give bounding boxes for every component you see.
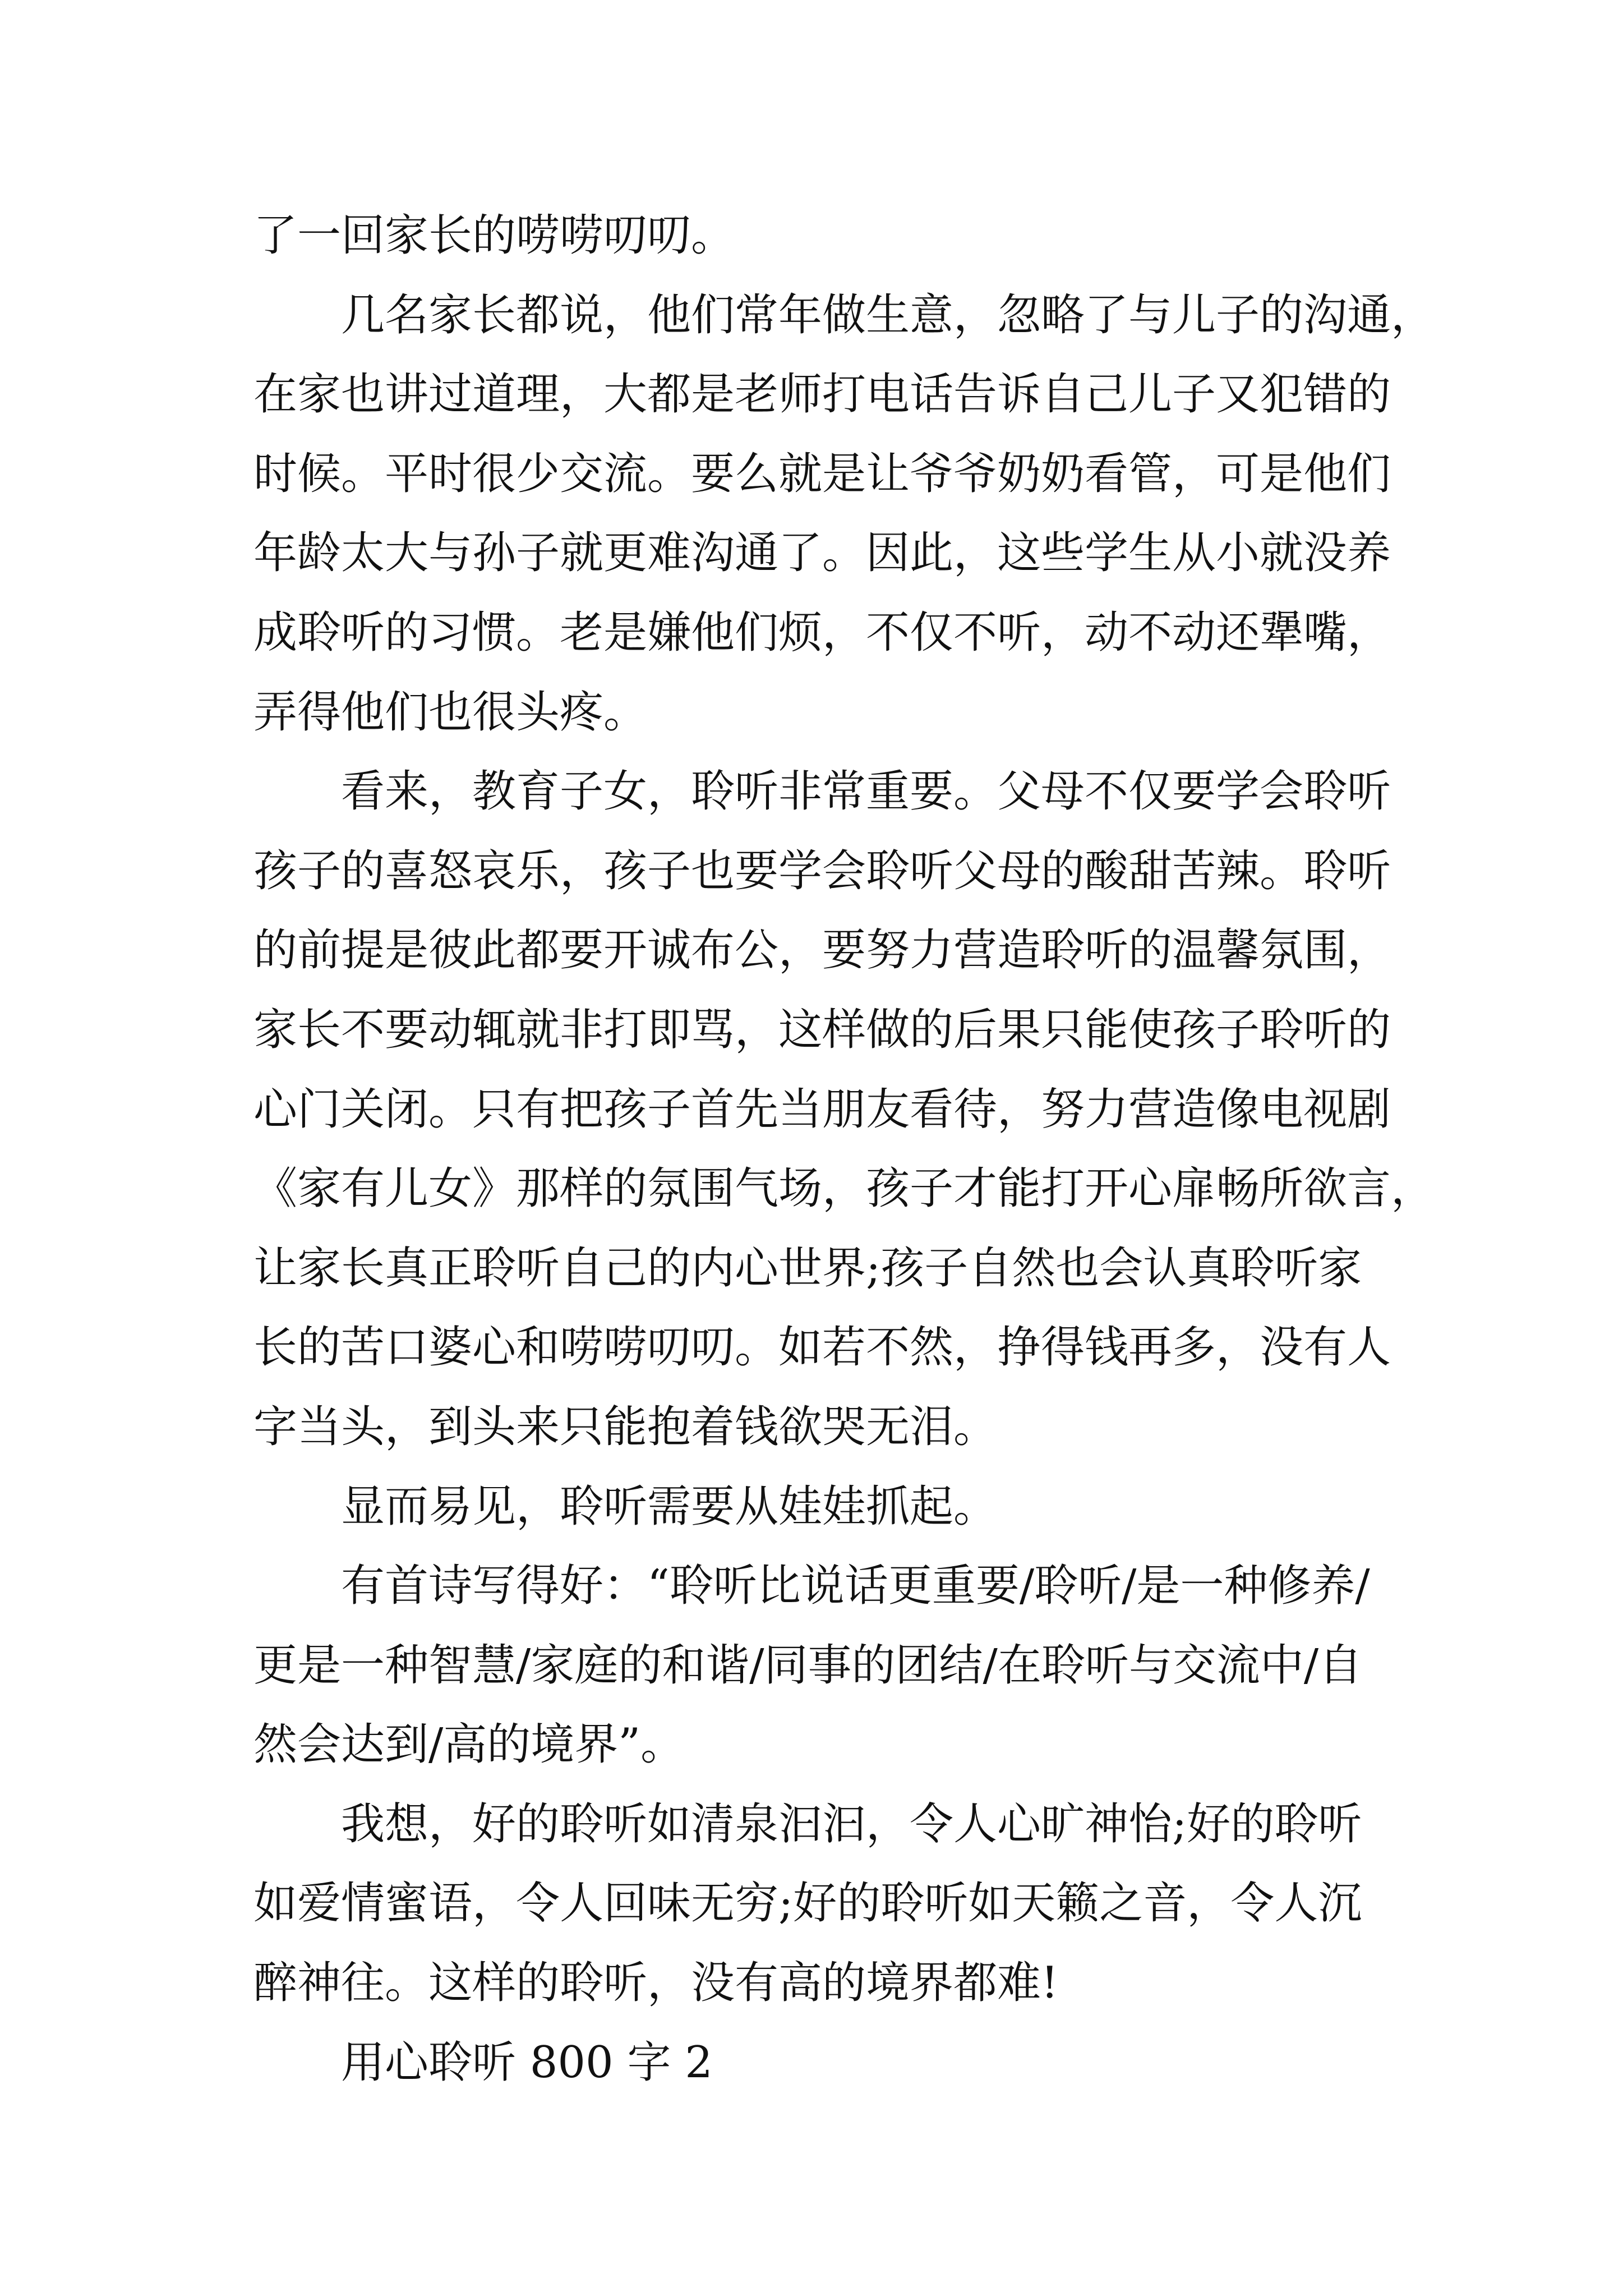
paragraph-line: 更是一种智慧/家庭的和谐/同事的团结/在聆听与交流中/自: [253, 1640, 1363, 1691]
paragraph-line: 年龄太大与孙子就更难沟通了。因此，这些学生从小就没养: [253, 528, 1391, 579]
paragraph-line: 心门关闭。只有把孩子首先当朋友看待，努力营造像电视剧: [253, 1084, 1391, 1135]
paragraph-line: 家长不要动辄就非打即骂，这样做的后果只能使孩子聆听的: [253, 1004, 1391, 1055]
paragraph-line: 时候。平时很少交流。要么就是让爷爷奶奶看管，可是他们: [253, 448, 1391, 499]
paragraph-line: 让家长真正聆听自己的内心世界;孩子自然也会认真聆听家: [253, 1243, 1362, 1294]
paragraph: [253, 276, 1455, 753]
section-heading: [253, 2023, 1455, 2103]
paragraph: [253, 1467, 1455, 1547]
paragraph-line: 然会达到/高的境界”。: [253, 1719, 685, 1770]
paragraph: [253, 1547, 1455, 1785]
section-heading-text: 用心聆听 800 字 2: [341, 2037, 713, 2088]
paragraph: [253, 1785, 1455, 2023]
paragraph-line: 弄得他们也很头疼。: [253, 687, 648, 738]
paragraph-line: 显而易见，聆听需要从娃娃抓起。: [341, 1481, 998, 1532]
paragraph-line: 如爱情蜜语，令人回味无穷;好的聆听如天籁之音，令人沉: [253, 1878, 1362, 1929]
paragraph-line: 《家有儿女》那样的氛围气场，孩子才能打开心扉畅所欲言，: [253, 1163, 1435, 1214]
paragraph-line: 我想，好的聆听如清泉汩汩，令人心旷神怡;好的聆听: [341, 1798, 1362, 1849]
paragraph-line: 有首诗写得好：“聆听比说话更重要/聆听/是一种修养/: [341, 1561, 1370, 1612]
paragraph: [253, 752, 1455, 1467]
paragraph-line: 长的苦口婆心和唠唠叨叨。如若不然，挣得钱再多，没有人: [253, 1322, 1391, 1373]
paragraph-line: 了一回家长的唠唠叨叨。: [253, 210, 735, 261]
paragraph-line: 孩子的喜怒哀乐，孩子也要学会聆听父母的酸甜苦辣。聆听: [253, 845, 1391, 896]
paragraph-line: 看来，教育子女，聆听非常重要。父母不仅要学会聆听: [341, 766, 1391, 817]
paragraph-line: 字当头，到头来只能抱着钱欲哭无泪。: [253, 1401, 998, 1452]
paragraph-line: 几名家长都说，他们常年做生意，忽略了与儿子的沟通，: [341, 289, 1435, 341]
paragraph-line: 的前提是彼此都要开诚布公，要努力营造聆听的温馨氛围，: [253, 925, 1391, 976]
paragraph: [253, 196, 1455, 276]
paragraph-line: 醉神往。这样的聆听，没有高的境界都难!: [253, 1958, 1059, 2009]
paragraph-line: 成聆听的习惯。老是嫌他们烦，不仅不听，动不动还犟嘴，: [253, 607, 1391, 658]
paragraph-line: 在家也讲过道理，大都是老师打电话告诉自己儿子又犯错的: [253, 369, 1391, 420]
